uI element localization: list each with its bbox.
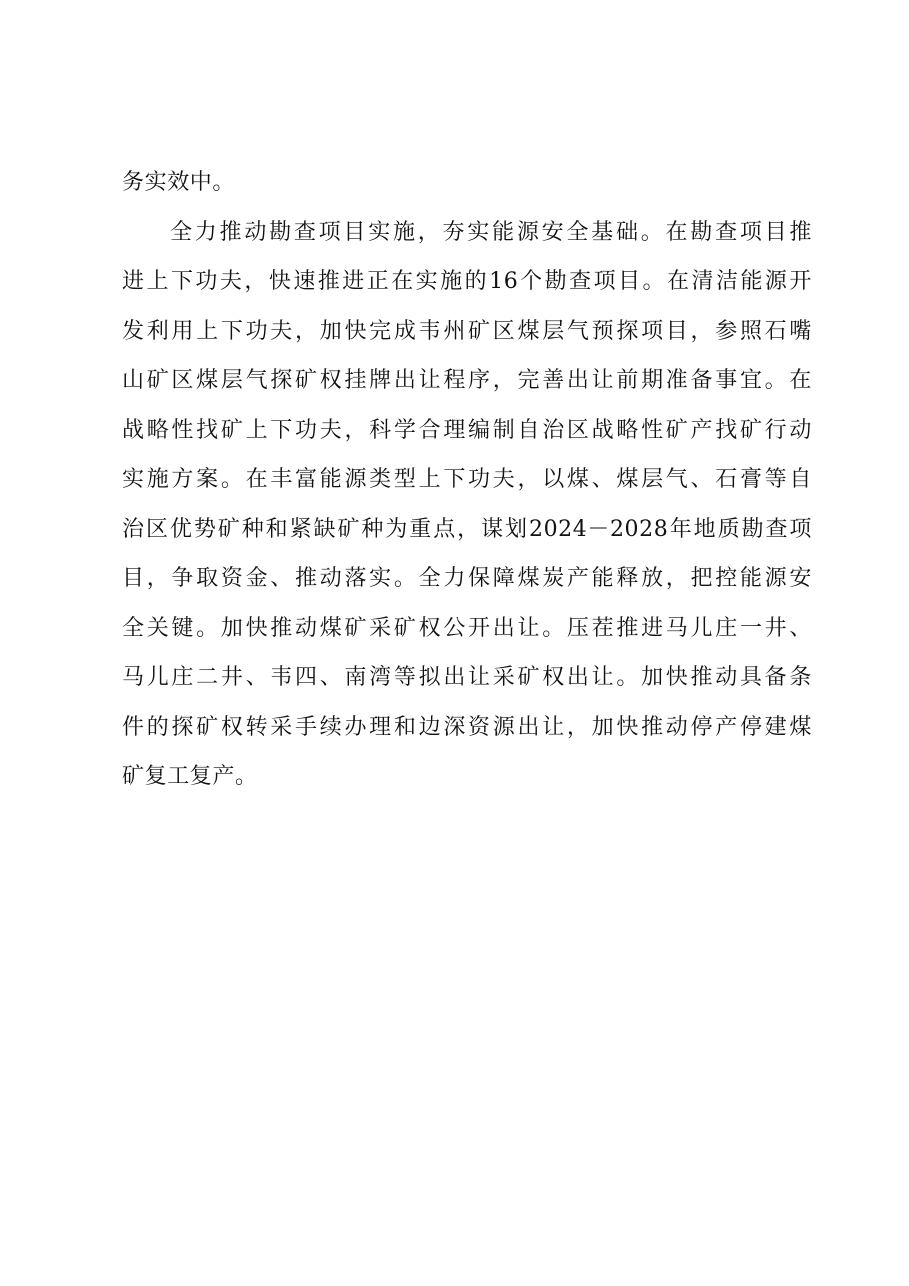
paragraph-line: 马儿庄二井、韦四、南湾等拟出让采矿权出让。加快推动具备条 [122,665,812,690]
paragraph-line: 目，争取资金、推动落实。全力保障煤炭产能释放，把控能源安 [122,566,812,591]
paragraph-line: 实施方案。在丰富能源类型上下功夫，以煤、煤层气、石膏等自 [122,467,812,492]
paragraph-line: 矿复工复产。 [122,764,258,789]
body-text [122,158,812,802]
paragraph-line: 全关键。加快推动煤矿采矿权公开出让。压茬推进马儿庄一井、 [122,615,812,641]
paragraph-line: 战略性找矿上下功夫，科学合理编制自治区战略性矿产找矿行动 [122,417,812,443]
paragraph-line: 件的探矿权转采手续办理和边深资源出让，加快推动停产停建煤 [122,714,812,740]
paragraph-line: 进上下功夫，快速推进正在实施的16个勘查项目。在清洁能源开 [122,269,812,294]
paragraph-line: 治区优势矿种和紧缺矿种为重点，谋划2024－2028年地质勘查项 [122,516,812,542]
paragraph-line: 发利用上下功夫，加快完成韦州矿区煤层气预探项目，参照石嘴 [122,318,812,344]
paragraph-line: 务实效中。 [122,170,236,195]
paragraph-line: 山矿区煤层气探矿权挂牌出让程序，完善出让前期准备事宜。在 [122,368,812,393]
paragraph-line: 全力推动勘查项目实施，夯实能源安全基础。在勘查项目推 [170,219,812,245]
